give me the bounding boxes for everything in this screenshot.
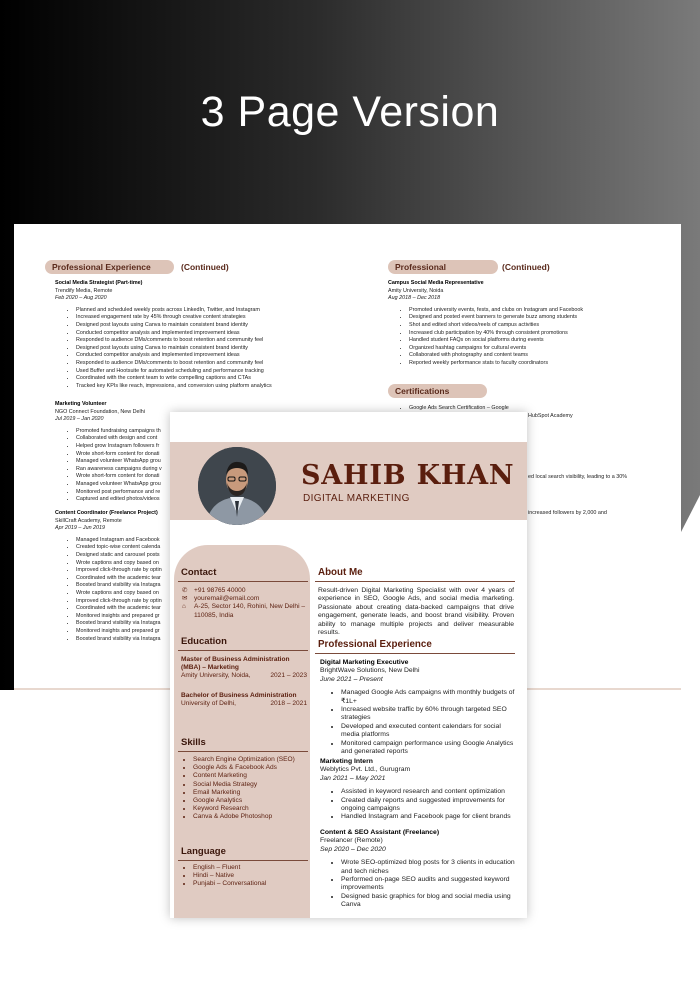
email-address: youremail@email.com bbox=[194, 595, 260, 603]
list-item: • Email Marketing bbox=[193, 789, 307, 797]
about-heading: About Me bbox=[318, 567, 363, 578]
language-list bbox=[181, 864, 307, 889]
section-pill-professional-experience: Professional Experience bbox=[45, 260, 174, 274]
back-job-1 bbox=[55, 280, 355, 390]
list-item: • Google Ads & Facebook Ads bbox=[193, 764, 307, 772]
list-item: • Google Ads Search Certification – Google bbox=[409, 405, 668, 413]
front-resume-page bbox=[170, 412, 527, 918]
job-org: Weblytics Pvt. Ltd., Gurugram bbox=[320, 766, 411, 774]
person-icon bbox=[198, 447, 276, 525]
continued-label-right: (Continued) bbox=[502, 262, 550, 272]
section-pill-professional: Professional bbox=[388, 260, 498, 274]
list-item: • Promoted university events, fests, and clubs on Instagram and Facebook bbox=[409, 307, 668, 315]
list-item: • Boosted brand visibility via Instagra bbox=[76, 636, 175, 644]
school: Amity University, Noida, bbox=[181, 672, 251, 680]
list-item: • Conducted competitor analysis and implemented improvement ideas bbox=[76, 330, 355, 338]
experience-job-2 bbox=[320, 758, 520, 822]
list-item: • Created daily reports and suggested improvements for ongoing campaigns bbox=[341, 797, 520, 814]
list-item: • Collaborated with design and cont bbox=[76, 435, 175, 443]
back-job-3 bbox=[55, 510, 175, 643]
phone-number: +91 98765 40000 bbox=[194, 587, 246, 594]
job-org: Trendify Media, Remote bbox=[55, 287, 113, 294]
list-item: • Increased club participation by 40% through consistent promotions bbox=[409, 330, 668, 338]
list-item: • Managed volunteer WhatsApp grou bbox=[76, 481, 175, 489]
list-item: • Ran awareness campaigns during v bbox=[76, 466, 175, 474]
list-item: • Designed basic graphics for blog and social media using Canva bbox=[341, 893, 520, 910]
list-item: • Reported weekly performance stats to faculty coordinators bbox=[409, 360, 668, 368]
list-item: • Google Analytics bbox=[193, 797, 307, 805]
list-item: • English – Fluent bbox=[193, 864, 307, 872]
list-item: • Helped grow Instagram followers fr bbox=[76, 443, 175, 451]
job-dates: Apr 2019 – Jun 2019 bbox=[55, 525, 106, 532]
job-dates: Feb 2020 – Aug 2020 bbox=[55, 295, 107, 302]
list-item: • Keyword Research bbox=[193, 805, 307, 813]
list-item: • Wrote captions and copy based on bbox=[76, 590, 175, 598]
list-item: • Monitored insights and prepared gr bbox=[76, 613, 175, 621]
back-job-campus bbox=[388, 280, 668, 368]
list-item: • Created topic-wise content calenda bbox=[76, 544, 175, 552]
list-item: • Improved click-through rate by optin bbox=[76, 598, 175, 606]
list-item: • Boosted brand visibility via Instagra bbox=[76, 582, 175, 590]
experience-job-3 bbox=[320, 829, 520, 910]
list-item: • Boosted brand visibility via Instagra bbox=[76, 620, 175, 628]
list-item: • Developed and executed content calendars for social media platforms bbox=[341, 723, 520, 740]
home-icon: ⌂ bbox=[182, 603, 186, 611]
partial-text-followers: increased followers by 2,000 and bbox=[528, 510, 607, 516]
phone-icon: ✆ bbox=[182, 587, 188, 594]
list-item: • Social Media Strategy bbox=[193, 781, 307, 789]
job-title: Digital Marketing Executive bbox=[320, 659, 409, 666]
contact-details bbox=[182, 587, 308, 620]
job-dates: Aug 2018 – Dec 2018 bbox=[388, 295, 441, 302]
experience-job-1 bbox=[320, 659, 520, 756]
skills-heading: Skills bbox=[181, 737, 206, 748]
list-item: • Monitored post performance and re bbox=[76, 489, 175, 497]
list-item: • Wrote short-form content for donati bbox=[76, 473, 175, 481]
list-item: • Wrote short-form content for donati bbox=[76, 451, 175, 459]
list-item: • Handled student FAQs on social platforms during events bbox=[409, 337, 668, 345]
divider bbox=[315, 653, 515, 654]
email-icon: ✉ bbox=[182, 595, 188, 603]
years: 2018 – 2021 bbox=[270, 699, 307, 707]
job-title: Campus Social Media Representative bbox=[388, 280, 484, 286]
contact-heading: Contact bbox=[181, 567, 217, 578]
partial-text-local-search: ed local search visibility, leading to a 30% bbox=[528, 474, 628, 480]
divider bbox=[178, 650, 308, 651]
list-item: • Designed and posted event banners to generate buzz among students bbox=[409, 314, 668, 322]
list-item: • Designed post layouts using Canva to maintain consistent brand identity bbox=[76, 345, 355, 353]
job-org: SkillCraft Academy, Remote bbox=[55, 517, 122, 524]
list-item: • Coordinated with the academic tear bbox=[76, 605, 175, 613]
job-title: Marketing Intern bbox=[320, 758, 373, 765]
list-item: • Conducted competitor analysis and implemented improvement ideas bbox=[76, 352, 355, 360]
continued-label: (Continued) bbox=[181, 262, 229, 272]
list-item: • Organized hashtag campaigns for cultural events bbox=[409, 345, 668, 353]
job-org: Freelancer (Remote) bbox=[320, 837, 383, 845]
job-dates: Jan 2021 – May 2021 bbox=[320, 774, 386, 782]
list-item: • Responded to audience DMs/comments to boost retention and community feel bbox=[76, 360, 355, 368]
list-item: • Designed static and carousel posts bbox=[76, 552, 175, 560]
list-item: • Improved click-through rate by optin bbox=[76, 567, 175, 575]
job-title: Content Coordinator (Freelance Project) bbox=[55, 510, 158, 516]
list-item: • Increased website traffic by 60% through targeted SEO strategies bbox=[341, 706, 520, 723]
list-item: • Increased engagement rate by 45% through creative content strategies bbox=[76, 314, 355, 322]
job-dates: June 2021 – Present bbox=[320, 675, 383, 683]
divider bbox=[315, 581, 515, 582]
back-job-2 bbox=[55, 401, 175, 504]
education-heading: Education bbox=[181, 636, 227, 647]
list-item: • Handled Instagram and Facebook page for client brands bbox=[341, 813, 520, 821]
divider bbox=[178, 581, 308, 582]
list-item: • Wrote SEO-optimized blog posts for 3 clients in education and tech niches bbox=[341, 859, 520, 876]
job-title: Marketing Volunteer bbox=[55, 401, 107, 407]
profile-photo bbox=[198, 447, 276, 525]
job-org: Amity University, Noida bbox=[388, 287, 444, 294]
list-item: • Hindi – Native bbox=[193, 872, 307, 880]
list-item: • Content Marketing bbox=[193, 772, 307, 780]
candidate-name: SAHIB KHAN bbox=[301, 460, 515, 491]
list-item: • Search Engine Optimization (SEO) bbox=[193, 756, 307, 764]
list-item: • Coordinated with the academic tear bbox=[76, 575, 175, 583]
about-text: Result-driven Digital Marketing Specialist with over 4 years of experience in SEO, Google Ads, and social media marketing. Passionate about creating data-backed campaigns that drive engagement, generate leads, and boost brand visibility. Proven ability to manage multiple projects and deliver measurable results. bbox=[318, 587, 514, 637]
list-item: • Coordinated with the content team to write compelling captions and CTAs bbox=[76, 375, 355, 383]
list-item: • Punjabi – Conversational bbox=[193, 880, 307, 888]
list-item: • Designed post layouts using Canva to maintain consistent brand identity bbox=[76, 322, 355, 330]
list-item: • Monitored insights and prepared gr bbox=[76, 628, 175, 636]
list-item: • Managed volunteer WhatsApp grou bbox=[76, 458, 175, 466]
job-dates: Sep 2020 – Dec 2020 bbox=[320, 845, 386, 853]
job-title: Content & SEO Assistant (Freelance) bbox=[320, 829, 440, 836]
degree: Master of Business Administration (MBA) – Marketing bbox=[181, 656, 290, 672]
divider bbox=[178, 860, 308, 861]
list-item: • Shot and edited short videos/reels of campus activities bbox=[409, 322, 668, 330]
list-item: • Used Buffer and Hootsuite for automated scheduling and performance tracking bbox=[76, 368, 355, 376]
list-item: • Captured and edited photos/videos bbox=[76, 496, 175, 504]
list-item: • Assisted in keyword research and content optimization bbox=[341, 788, 520, 796]
school: University of Delhi, bbox=[181, 699, 236, 707]
degree: Bachelor of Business Administration bbox=[181, 691, 297, 699]
experience-heading: Professional Experience bbox=[318, 639, 432, 650]
job-org: BrightWave Solutions, New Delhi bbox=[320, 667, 420, 675]
education-list bbox=[181, 656, 307, 708]
section-pill-certifications: Certifications bbox=[388, 384, 487, 398]
cover-title: 3 Page Version bbox=[200, 88, 500, 136]
postal-address: A-25, Sector 140, Rohini, New Delhi – 110085, India bbox=[194, 603, 306, 619]
job-title: Social Media Strategist (Part-time) bbox=[55, 280, 143, 286]
list-item: • Planned and scheduled weekly posts across LinkedIn, Twitter, and Instagram bbox=[76, 307, 355, 315]
list-item: • Responded to audience DMs/comments to boost retention and community feel bbox=[76, 337, 355, 345]
list-item: • Collaborated with photography and content teams bbox=[409, 352, 668, 360]
language-heading: Language bbox=[181, 846, 226, 857]
job-dates: Jul 2019 – Jan 2020 bbox=[55, 416, 104, 423]
years: 2021 – 2023 bbox=[270, 672, 307, 680]
list-item: • Wrote captions and copy based on bbox=[76, 560, 175, 568]
partial-text-hubspot: HubSpot Academy bbox=[528, 413, 573, 419]
list-item: • Performed on-page SEO audits and suggested keyword improvements bbox=[341, 876, 520, 893]
list-item: • Tracked key KPIs like reach, impressions, and conversion using platform analytics bbox=[76, 383, 355, 391]
job-org: NGO Connect Foundation, New Delhi bbox=[55, 408, 145, 415]
list-item: • Managed Google Ads campaigns with monthly budgets of ₹1L+ bbox=[341, 689, 520, 706]
candidate-role: DIGITAL MARKETING bbox=[303, 493, 410, 504]
list-item: • Canva & Adobe Photoshop bbox=[193, 813, 307, 821]
list-item: • Managed Instagram and Facebook bbox=[76, 537, 175, 545]
skills-list bbox=[181, 756, 307, 822]
list-item: • Promoted fundraising campaigns th bbox=[76, 428, 175, 436]
divider bbox=[178, 751, 308, 752]
list-item: • Monitored campaign performance using Google Analytics and generated reports bbox=[341, 740, 520, 757]
